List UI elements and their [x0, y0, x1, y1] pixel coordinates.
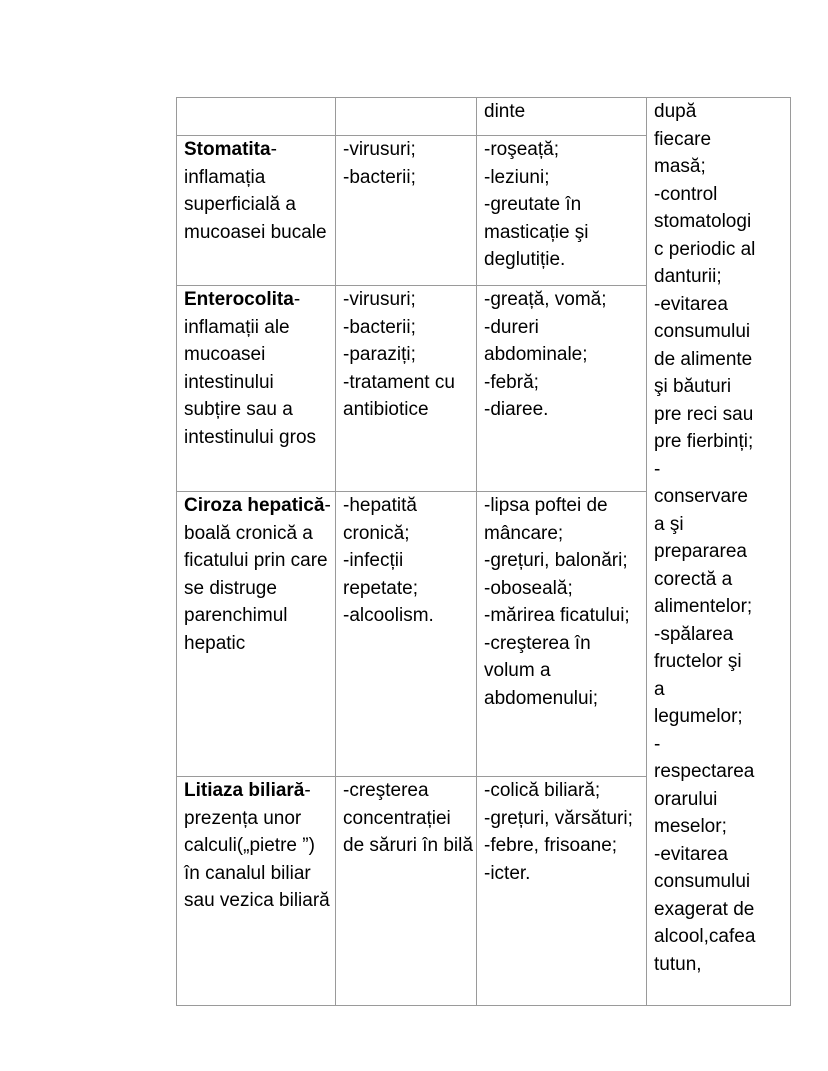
disease-cell: [177, 492, 336, 777]
cause-cell: [336, 777, 477, 1006]
cell-line: alimentelor;: [654, 596, 753, 617]
cell-line: fiecare: [654, 128, 712, 150]
cell-line: -lipsa poftei de mâncare;: [484, 495, 608, 544]
cell-line: masă;: [654, 156, 706, 177]
cell-line: -infecții repetate;: [343, 550, 418, 599]
cell-line: -dureri abdominale;: [484, 316, 588, 365]
cell-line: -control: [654, 183, 718, 205]
symptom-cell: [477, 777, 647, 1006]
cell-line: meselor;: [654, 816, 727, 837]
disease-cell: [177, 777, 336, 1006]
cell-line: -virusuri;: [343, 139, 416, 160]
cell-line: -bacterii;: [343, 166, 416, 188]
disease-description: -prezența unor calculi(„pietre ”): [184, 780, 315, 856]
cell-line: alcool,cafea: [654, 926, 756, 947]
cell-line: -grețuri, vărsături;: [484, 807, 633, 829]
disease-description: -inflamații ale mucoasei intestinului subțire sau a intestinului gros: [184, 289, 317, 448]
cell-line: -evitarea: [654, 843, 728, 865]
cell-line: -evitarea: [654, 293, 728, 315]
disease-description: -boală cronică a ficatului prin care se distruge parenchimul hepatic: [184, 495, 331, 654]
disease-cell: [177, 98, 336, 136]
cell-line: consumului: [654, 871, 751, 892]
cell-line: -icter.: [484, 862, 531, 884]
cell-line: -diaree.: [484, 399, 549, 420]
cell-line: -: [654, 733, 661, 755]
cell-line: -creşterea în volum a abdomenului;: [484, 632, 599, 709]
cell-line: -mărirea ficatului;: [484, 605, 630, 626]
table-row: [177, 98, 791, 136]
cell-line: stomatologi: [654, 211, 752, 232]
cell-line: exagerat de: [654, 898, 755, 920]
cell-line: -colică biliară;: [484, 780, 601, 801]
cell-line: după: [654, 101, 697, 122]
symptom-cell: [477, 492, 647, 777]
prevention-cell: [647, 98, 791, 1006]
disease-cell: [177, 136, 336, 286]
cell-line: prepararea: [654, 541, 747, 562]
cell-line: -bacterii;: [343, 316, 416, 338]
cell-line: -febre, frisoane;: [484, 835, 618, 856]
symptom-cell: [477, 286, 647, 492]
cell-line: dinte: [484, 101, 526, 122]
cell-line: legumelor;: [654, 706, 743, 727]
cell-line: respectarea: [654, 761, 755, 782]
disease-name: Ciroza hepatică: [184, 495, 325, 516]
cause-cell: [336, 136, 477, 286]
cell-line: -creşterea concentrației de săruri în bilă: [343, 780, 473, 856]
cell-line: pre fierbinți;: [654, 431, 754, 452]
cell-line: -greutate în masticație şi deglutiție.: [484, 194, 589, 270]
cell-line: -alcoolism.: [343, 605, 434, 626]
symptom-cell: [477, 98, 647, 136]
cell-line: -paraziți;: [343, 344, 416, 365]
cell-line: conservare: [654, 486, 748, 507]
disease-name: Litiaza biliară: [184, 780, 305, 801]
cell-line: fructelor şi: [654, 651, 742, 672]
symptom-cell: [477, 136, 647, 286]
cell-line: orarului: [654, 788, 718, 810]
cell-line: -grețuri, balonări;: [484, 550, 628, 571]
disease-cell: [177, 286, 336, 492]
cell-line: -: [654, 458, 661, 480]
disease-name: Enterocolita: [184, 289, 294, 310]
cell-line: -virusuri;: [343, 289, 416, 310]
cell-line: consumului: [654, 321, 751, 342]
cell-line: şi băuturi: [654, 376, 732, 397]
cause-cell: [336, 492, 477, 777]
cell-line: -hepatită cronică;: [343, 495, 417, 544]
cell-line: -leziuni;: [484, 166, 550, 188]
cell-line: -oboseală;: [484, 577, 573, 599]
cell-line: -febră;: [484, 371, 539, 393]
cell-line: pre reci sau: [654, 403, 754, 425]
cause-cell: [336, 286, 477, 492]
cell-line: corectă a: [654, 568, 733, 590]
cell-line: -roşeață;: [484, 139, 559, 160]
cell-line: de alimente: [654, 348, 753, 370]
cell-line: c periodic al: [654, 238, 756, 260]
disease-description: -inflamația superficială a mucoasei bucale: [184, 139, 327, 243]
cell-line: în canalul biliar sau vezica biliară: [184, 862, 330, 911]
cell-line: -tratament cu antibiotice: [343, 371, 455, 420]
cause-cell: [336, 98, 477, 136]
cell-line: a: [654, 678, 665, 700]
disease-table: [176, 97, 791, 1006]
cell-line: -spălarea: [654, 623, 734, 645]
cell-line: tutun,: [654, 953, 702, 975]
cell-line: -greață, vomă;: [484, 289, 607, 310]
disease-name: Stomatita: [184, 139, 271, 160]
cell-line: a şi: [654, 513, 684, 535]
cell-line: danturii;: [654, 266, 722, 287]
